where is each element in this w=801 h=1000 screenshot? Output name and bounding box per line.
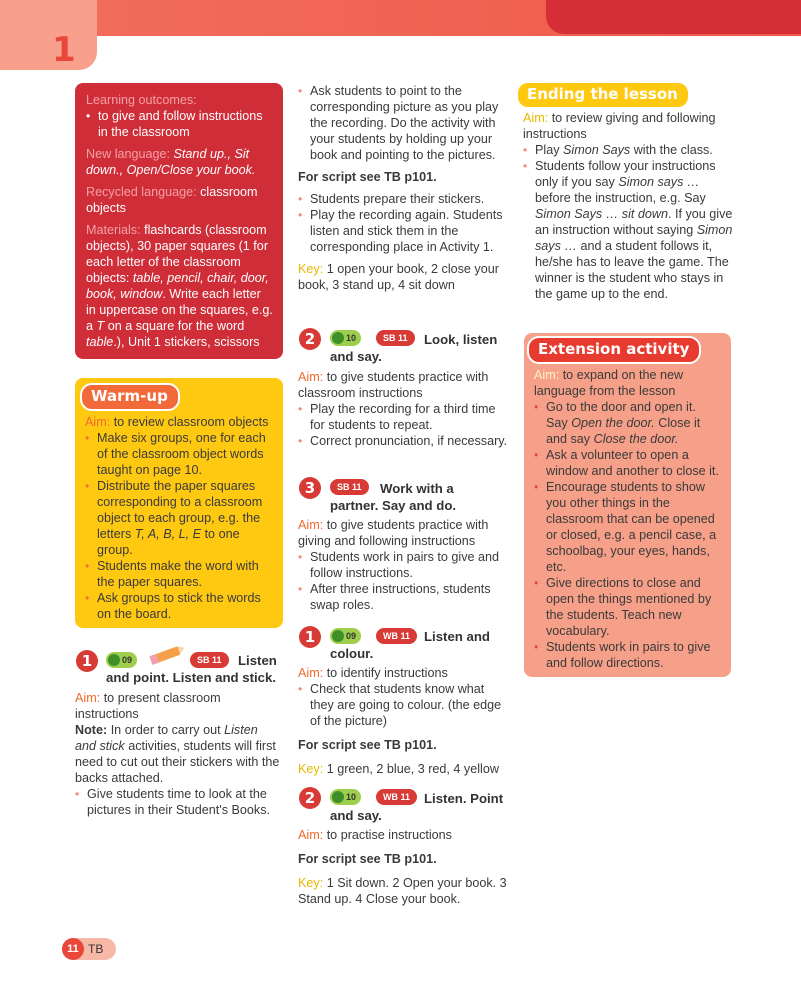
activity-number: 2 bbox=[299, 787, 321, 809]
ending-title: Ending the lesson bbox=[516, 81, 690, 109]
list-item: • Play the recording again. Students listen and stick them in the corresponding place in Activity 1. bbox=[298, 207, 510, 255]
list-item: • Encourage students to show you other things in the classroom that can be opened or closed, e.g. a pencil case, a schoolbag, your eyes, hands, etc. bbox=[534, 479, 721, 575]
warmup-title: Warm-up bbox=[80, 383, 180, 411]
header-accent bbox=[546, 0, 801, 34]
activity-number: 3 bbox=[299, 477, 321, 499]
activity-title-cont: and point. Listen and stick. bbox=[106, 670, 276, 685]
list-item: • Play the recording for a third time for students to repeat. bbox=[298, 401, 510, 433]
list-item: • Students work in pairs to give and follow directions. bbox=[534, 639, 721, 671]
activity-title: Listen bbox=[238, 653, 277, 668]
activity3-body: Aim: to give students practice with giving and following instructions • Students work in pairs to give and follow instructions. • After three instructions, students swap roles. bbox=[298, 517, 510, 613]
list-item: • Check that students know what they are going to colour. (the edge of the picture) bbox=[298, 681, 510, 729]
new-language-label: New language: bbox=[86, 147, 171, 161]
list-item: • Correct pronunciation, if necessary. bbox=[298, 433, 510, 449]
footer-label: TB bbox=[88, 942, 104, 956]
activity-number: 1 bbox=[299, 626, 321, 648]
outcomes-label: Learning outcomes: bbox=[86, 93, 197, 107]
unit-number: 1 bbox=[52, 30, 76, 70]
extension-title: Extension activity bbox=[527, 336, 701, 364]
recycled-value: classroom objects bbox=[86, 185, 258, 215]
activity2-body: Aim: to give students practice with classroom instructions • Play the recording for a third time for students to repeat. • Correct pronunciation, if necessary. bbox=[298, 369, 510, 449]
sb-page-badge: SB 11 bbox=[330, 479, 369, 495]
activity-number: 1 bbox=[76, 650, 98, 672]
column-two: • Ask students to point to the corresponding picture as you play the recording. Do the activity with your students by holding up your book and pointing to the pictures. For script see TB p101. • Students prepare their stickers. • Play the recording again. Students listen and stick them in the corresponding place in Activity 1. Key: 1 open your book, 2 close your book, 3 stand up, 4 sit down bbox=[298, 83, 510, 293]
page-number: 11 bbox=[62, 938, 84, 960]
list-item: • Ask students to point to the corresponding picture as you play the recording. Do the activity with your students by holding up your book and pointing to the pictures. bbox=[298, 83, 510, 163]
outcomes-item: • to give and follow instructions in the classroom bbox=[86, 108, 273, 140]
warmup-box bbox=[75, 378, 283, 628]
activity-title: Listen and bbox=[424, 629, 490, 644]
cd-track-badge: 10 bbox=[330, 330, 361, 346]
activity1-body: Aim: to present classroom instructions Note: In order to carry out Listen and stick activities, students will first need to cut out their stickers with the backs attached. • Give students time to look at the pictures in their Student's Books. bbox=[75, 690, 281, 818]
cd-track-badge: 10 bbox=[330, 789, 361, 805]
sb-page-badge: SB 11 bbox=[190, 652, 229, 668]
wb-page-badge: WB 11 bbox=[376, 628, 417, 644]
ending-body: Aim: to review giving and following instructions • Play Simon Says with the class. • Students follow your instructions only if you say Simon says … before the instruction, e.g. Say Simon Says … sit down. If you give an instruction without saying Simon says … and a student follows it, he/she has to leave the game. The winner is the student who stays in the game up to the end. bbox=[523, 110, 733, 302]
list-item: • Ask a volunteer to open a window and another to close it. bbox=[534, 447, 721, 479]
activity-title-cont: and say. bbox=[330, 349, 382, 364]
sb-page-badge: SB 11 bbox=[376, 330, 415, 346]
list-item: • Give students time to look at the pictures in their Student's Books. bbox=[75, 786, 281, 818]
recycled-label: Recycled language: bbox=[86, 185, 197, 199]
list-item: • Students prepare their stickers. bbox=[298, 191, 510, 207]
wb-page-badge: WB 11 bbox=[376, 789, 417, 805]
list-item: • Make six groups, one for each of the classroom object words taught on page 10. bbox=[85, 430, 273, 478]
lesson-info-box bbox=[75, 83, 283, 359]
cd-track-badge: 09 bbox=[330, 628, 361, 644]
list-item: • Give directions to close and open the things mentioned by the students. Teach new vocabulary. bbox=[534, 575, 721, 639]
unit-tab bbox=[0, 0, 97, 70]
activity-title-cont: and say. bbox=[330, 808, 382, 823]
warmup-aim-label: Aim: bbox=[85, 415, 111, 429]
list-item: • Students work in pairs to give and follow instructions. bbox=[298, 549, 510, 581]
wb2-body: Aim: to practise instructions For script see TB p101. Key: 1 Sit down. 2 Open your book. 3 Stand up. 4 Close your book. bbox=[298, 828, 507, 906]
extension-box: Aim: to expand on the new language from the lesson • Go to the door and open it. Say Open the door. Close it and say Close the door. • Ask a volunteer to open a window and another to close it. • Encourage students to show you other things in the classroom that can be opened or closed, e.g. a pencil case, a schoolbag, your eyes, hands, etc. • Give directions to close and open the things mentioned by the students. Teach new vocabulary. • Students work in pairs to give and follow directions. bbox=[524, 333, 731, 677]
list-item: • Go to the door and open it. Say Open the door. Close it and say Close the door. bbox=[534, 399, 721, 447]
list-item: • Distribute the paper squares corresponding to a classroom object to each group, e.g. the letters T, A, B, L, E to one group. bbox=[85, 478, 273, 558]
new-language-value: Stand up., Sit down., Open/Close your book. bbox=[86, 147, 256, 177]
list-item: • Play Simon Says with the class. bbox=[523, 142, 733, 158]
warmup-aim-value: to review classroom objects bbox=[113, 415, 269, 429]
list-item: • After three instructions, students swap roles. bbox=[298, 581, 510, 613]
pencil-icon bbox=[149, 646, 180, 665]
wb1-body: Aim: to identify instructions • Check that students know what they are going to colour. (the edge of the picture) For script see TB p101. Key: 1 green, 2 blue, 3 red, 4 yellow bbox=[298, 665, 510, 777]
list-item: • Students follow your instructions only if you say Simon says … before the instruction, e.g. Say Simon Says … sit down. If you give an instruction without saying Simon says … and a student follows it, he/she has to leave the game. The winner is the student who stays in the game up to the end. bbox=[523, 158, 733, 302]
activity-number: 2 bbox=[299, 328, 321, 350]
activity-title: Look, listen bbox=[424, 332, 498, 347]
activity-title: Listen. Point bbox=[424, 791, 504, 806]
materials-text: Materials: flashcards (classroom objects), 30 paper squares (1 for each letter of the classroom objects: table, pencil, chair, door, book, window. Write each letter in uppercase on the squares, e.g. a T on a square for the word table.), Unit 1 stickers, scissors bbox=[86, 223, 273, 349]
activity-title: Work with a bbox=[380, 481, 454, 496]
cd-track-badge: 09 bbox=[106, 652, 137, 668]
list-item: • Ask groups to stick the words on the board. bbox=[85, 590, 273, 622]
list-item: • Students make the word with the paper squares. bbox=[85, 558, 273, 590]
activity-title-cont: partner. Say and do. bbox=[330, 498, 457, 513]
activity-title-cont: colour. bbox=[330, 646, 374, 661]
